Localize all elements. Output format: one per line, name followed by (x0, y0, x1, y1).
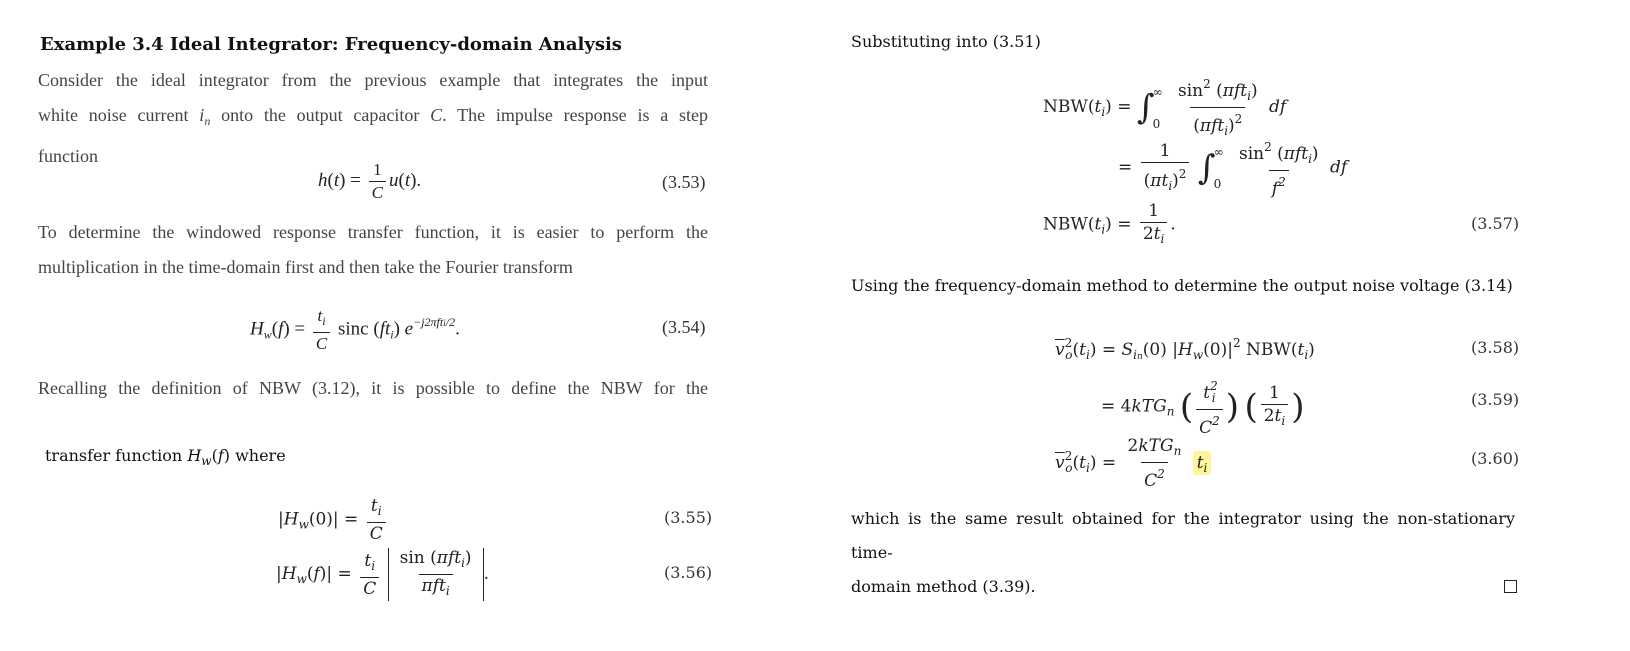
equation-number: (3.57) (1471, 214, 1520, 233)
var-c: C (430, 105, 443, 125)
intro-paragraph (38, 63, 708, 174)
var-i: i (199, 105, 205, 125)
equation-3-59: = 4kTG$_n$ ( $\frac{t^2_i}{C^2}$ ) ( $\frac{1}{2t_i}$ ) (1101, 379, 1305, 438)
highlighted-term: $t_i$ (1193, 451, 1212, 475)
intro-line-1: Consider the ideal integrator from the previous example that integrates the input (38, 70, 708, 90)
var-sub-n: n (204, 114, 211, 128)
equation-3-60: $\overline{v}^2_o(t_i)$ = $\frac{2kTG_n}{C^2}$ $t_i$ (1055, 436, 1211, 491)
method-paragraph: Using the frequency-domain method to determine the output noise voltage (3.14) (851, 276, 1513, 295)
conclusion-line-1: which is the same result obtained for the integrator using the non-stationary time- (851, 509, 1515, 562)
substituting-line: Substituting into (3.51) (851, 32, 1041, 51)
text-run: white noise current (38, 105, 200, 125)
intro-line-2 (38, 98, 708, 139)
equation-3-54: $H_w(f)$ = $\frac{t_i}{C}$ sinc $(ft_i)$ $e^{-j2\pi fti/2}$. (250, 306, 460, 353)
equation-number: (3.58) (1471, 338, 1520, 357)
equation-3-58: $\overline{v}^2_o(t_i) = S_{in}(0)$ $|H_w(0)|^2$ $NBW(t_i)$ (1055, 336, 1315, 362)
equation-3-57-line-3: $NBW(t_i)$ = $\frac{1}{2t_i}$ . (1043, 201, 1176, 249)
nbw-paragraph (38, 371, 708, 406)
windowed-line-2: multiplication in the time-domain first and then take the Fourier transform (38, 257, 573, 277)
text-run: where (229, 446, 286, 465)
equation-number: (3.56) (664, 563, 713, 582)
example-title: Example 3.4 Ideal Integrator: Frequency-domain Analysis (40, 34, 622, 55)
equation-number: (3.53) (662, 172, 706, 192)
equation-number: (3.59) (1471, 390, 1520, 409)
windowed-paragraph (38, 215, 708, 285)
intro-line-3: function (38, 146, 98, 166)
windowed-line-1: To determine the windowed response transfer function, it is easier to perform the (38, 222, 708, 242)
conclusion-line-2: domain method (3.39). (851, 577, 1036, 596)
transfer-function-line: transfer function $H_w(f)$ where (45, 446, 286, 468)
equation-3-55: $|H_w(0)|$ = $\frac{t_i}{C}$ (278, 496, 389, 544)
equation-number: (3.55) (664, 508, 713, 527)
left-page (0, 0, 760, 651)
qed-box-icon (1504, 580, 1517, 593)
equation-3-53: h(t) = $\frac{1}{C}$ u(t). (318, 160, 422, 202)
nbw-line-1: Recalling the definition of NBW (3.12), it is possible to define the NBW for the (38, 378, 708, 398)
equation-3-57-line-2: = $\frac{1}{(\pi t_i)^2}$ ∫ ∞ 0 $\frac{\sin^2 (\pi ft_i)}{f^2}$ df (1118, 140, 1348, 199)
equation-3-57-line-1: $NBW(t_i)$ = ∫ ∞ 0 $\frac{\sin^2 (\pi ft_i)}{(\pi ft_i)^2}$ df (1043, 74, 1286, 141)
conclusion-paragraph (851, 502, 1515, 604)
text-run: onto the output capacitor (210, 105, 431, 125)
equation-number: (3.54) (662, 317, 706, 337)
equation-number: (3.60) (1471, 449, 1520, 468)
text-run: transfer function (45, 446, 188, 465)
text-run: . The impulse response is a step (442, 105, 708, 125)
equation-3-56: $|H_w(f)|$ = $\frac{t_i}{C}$ $\frac{\sin (\pi ft_i)}{\pi ft_i}$ . (276, 548, 489, 601)
